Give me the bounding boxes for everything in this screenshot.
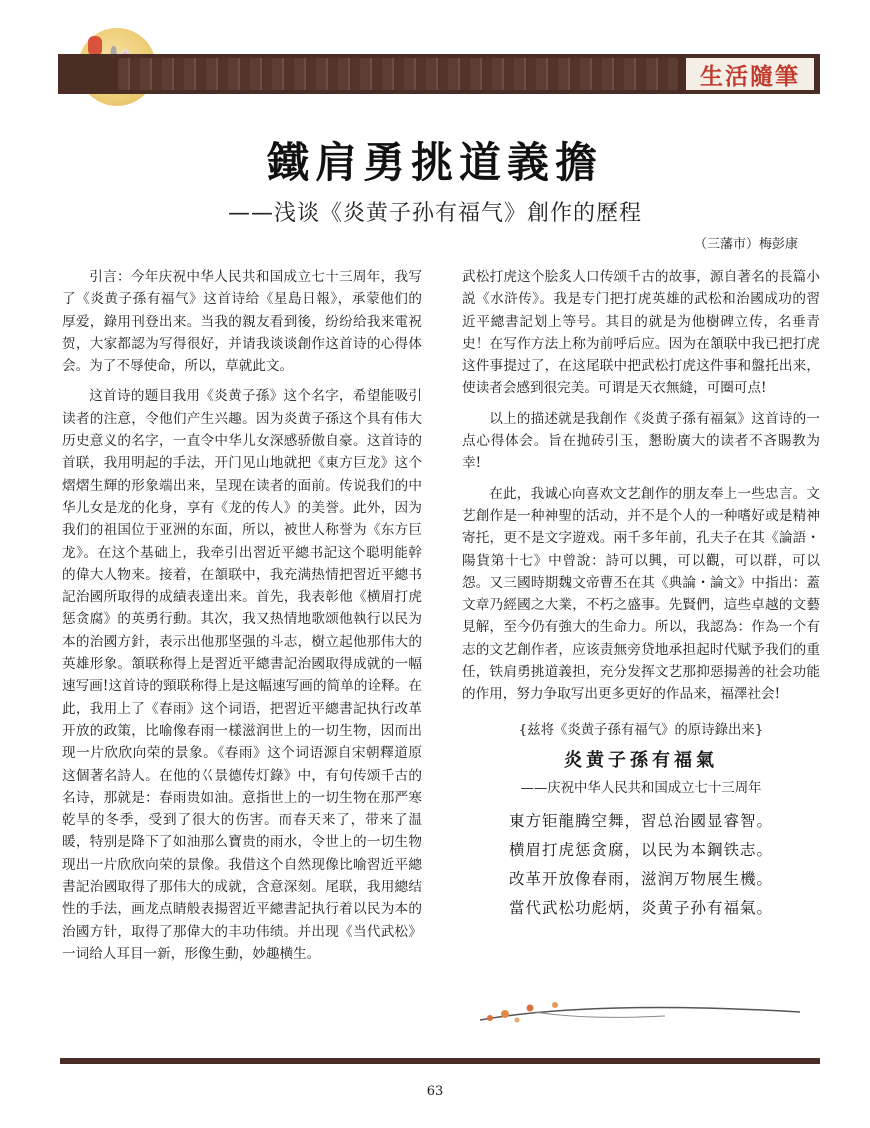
footer-rule (60, 1058, 820, 1064)
header-band (58, 54, 820, 94)
poem-title: 炎黄子孫有福氣 (564, 749, 718, 771)
poem-line: 東方钜龍腾空舞，習总治國显睿智。 (508, 811, 773, 830)
blossom-branch-icon (475, 990, 805, 1030)
page-number: 63 (426, 1084, 444, 1099)
paragraph: 引言：今年庆祝中华人民共和国成立七十三周年，我写了《炎黄子孫有福气》这首诗给《星島日報》，承蒙他们的厚爱，錄用刊登出来。当我的親友看到後，纷纷给我来電祝贺，大家都認为写得很好，并请我谈谈創作这首诗的心得体会。为了不辱使命，所以，草就此文。 (62, 269, 422, 375)
paragraph: 以上的描述就是我創作《炎黄子孫有福氣》这首诗的一点心得体会。旨在抛砖引玉，懇盼廣大的读者不吝賜教为幸! (462, 410, 820, 472)
paragraph-continued: 武松打虎这个脍炙人口传颂千古的故事，源自著名的長篇小説《水浒传》。我是专门把打虎英雄的武松和治國成功的習近平總書記划上等号。其目的就是为他樹碑立传，名垂青史！在写作方法上称为前呼后应。因为在頷联中我已把打虎这件事提过了，在这尾联中把武松打虎这件事和盤托出来，使读者会感到很完美。可谓是天衣無縫，可圈可点! (462, 269, 820, 397)
poem-line: 横眉打虎惩贪腐，以民为本鋼铁志。 (508, 840, 773, 859)
article-author: （三藩市）梅彭康 (693, 237, 798, 252)
section-label: 生活隨筆 (686, 58, 814, 90)
article-title: 鐵肩勇挑道義擔 (266, 138, 603, 187)
article-subtitle: ——浅谈《炎黄子孙有福气》創作的歷程 (227, 201, 642, 226)
right-column (462, 266, 820, 923)
lantern-icon (88, 36, 102, 56)
left-column (62, 266, 422, 973)
poem-dedication: ——庆祝中华人民共和国成立七十三周年 (520, 781, 762, 797)
paragraph: 这首诗的题目我用《炎黄子孫》这个名字，希望能吸引读者的注意，令他们产生兴趣。因为炎黄子孫这个具有伟大历史意义的名字，一直令中华儿女深感骄傲自豪。这首诗的首联，我用明起的手法，开门见山地就把《東方巨龙》这个熠熠生輝的形象端出来，呈现在读者的面前。传说我们的中华儿女是龙的化身，享有《龙的传人》的美誉。此外，因为我们的祖国位于亚洲的东面，所以，被世人称誉为《东方巨龙》。在这个基础上，我牵引出習近平總书記这个聪明能幹的偉大人物来。接着，在頷联中，我充满热情把習近平總书記治國所取得的成績表達出来。首先，我表彰他《横眉打虎惩贪腐》的英勇行動。其次，我又热情地歌颂他執行以民为本的治國方針，表示出他那坚强的斗志，樹立起他那伟大的英雄形象。頷联称得上是習近平總書記治國取得成就的一幅速写画!这首诗的頸联称得上是这幅速写画的简单的诠释。在此，我用上了《春雨》这个词语，把習近平總書記执行改革开放的政策，比喻像春雨一樣滋润世上的一切生物，因而出现一片欣欣向荣的景象。《春雨》这个词语源自宋朝釋道原这個著名詩人。在他的巜景德传灯錄》中，有句传颂千古的名诗，那就是：春雨贵如油。意指世上的一切生物在那严寒乾旱的冬季，受到了很大的伤害。而春天来了，带来了温暖，特别是降下了如油那么寶贵的雨水，令世上的一切生物现出一片欣欣向荣的景像。我借这个自然现像比喻習近平總書記治國取得了那伟大的成就，含意深刻。尾联，我用總结性的手法，画龙点睛般表揚習近平總書記执行着以民为本的治國方针，取得了那偉大的丰功伟绩。并出现《当代武松》一词给人耳目一新，形像生動，妙趣横生。 (62, 388, 422, 962)
poem-line: 改革开放像春雨，滋润万物展生機。 (508, 869, 773, 888)
poem-note: {兹将《炎黄子孫有福气》的原诗錄出来} (518, 722, 764, 738)
header-pattern (118, 58, 678, 90)
poem-line: 當代武松功彪炳，炎黄子孙有福氣。 (508, 898, 773, 917)
paragraph: 在此，我诚心向喜欢文艺創作的朋友奉上一些忠言。文艺創作是一种神聖的活动，并不是个人的一种嗜好或是精神寄托，更不是文字遊戏。兩千多年前，孔夫子在其《論語・陽貨第十七》中曾說：詩可以興，可以觀，可以群，可以怨。又三國時期魏文帝曹丕在其《典論・論文》中指出：蓋文章乃經國之大業，不朽之盛事。先賢們，這些卓越的文藝見解，至今仍有強大的生命力。所以，我認為：作為一个有志的文艺創作者，应该责無旁贷地承担起时代赋予我们的重任，铁肩勇挑道義担，充分发挥文艺那抑惡揚善的社会功能的作用，努力争取写出更多更好的作品来，福澤社会! (462, 485, 820, 703)
